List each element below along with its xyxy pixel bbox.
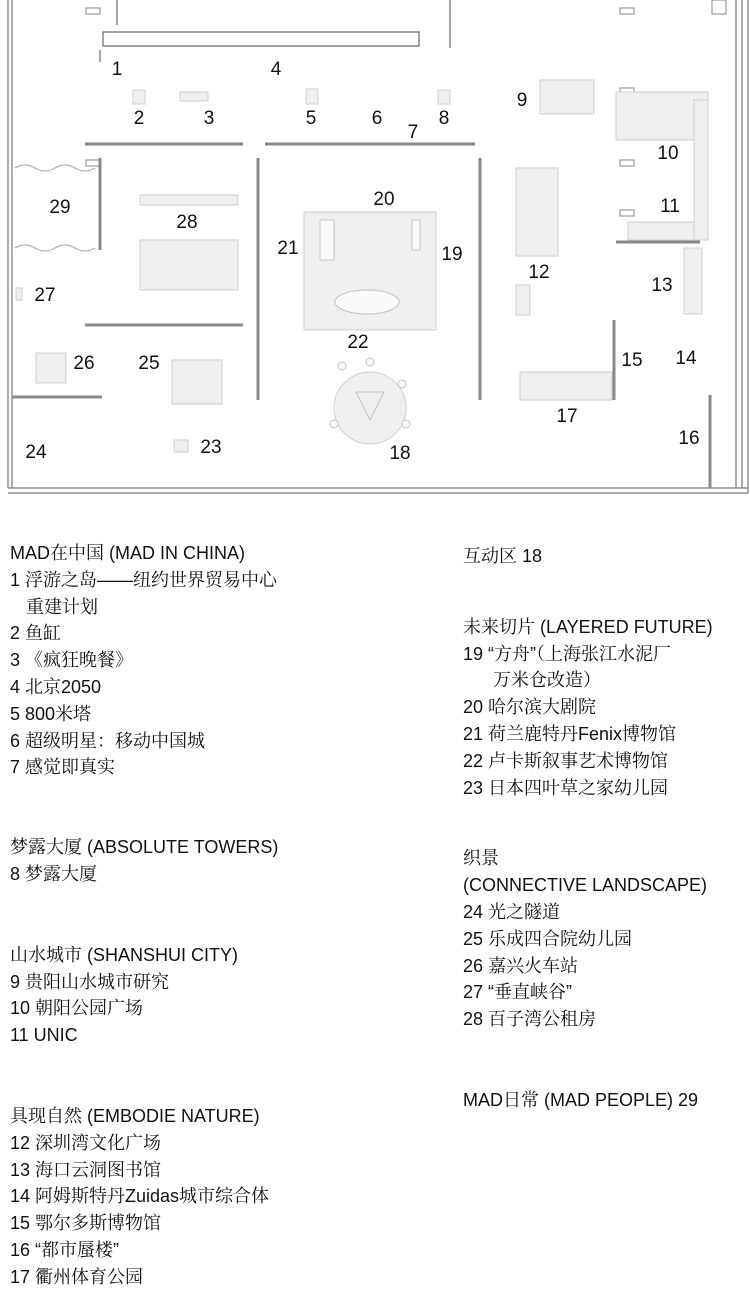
legend-item: 20 哈尔滨大剧院 bbox=[463, 697, 597, 718]
legend-item: 1 浮游之岛——纽约世界贸易中心 bbox=[10, 569, 278, 590]
plan-label-20: 20 bbox=[373, 189, 395, 210]
plan-label-28: 28 bbox=[176, 212, 198, 233]
plan-label-13: 13 bbox=[651, 275, 673, 296]
legend-item: 8 梦露大厦 bbox=[10, 863, 98, 884]
plan-label-29: 29 bbox=[49, 197, 71, 218]
legend-item: 4 北京2050 bbox=[10, 676, 102, 697]
legend-item: 12 深圳湾文化广场 bbox=[10, 1132, 162, 1153]
legend-group-layered-future bbox=[463, 614, 713, 802]
plan-label-12: 12 bbox=[528, 262, 550, 283]
plan-label-6: 6 bbox=[371, 108, 383, 129]
legend-item: 10 朝阳公园广场 bbox=[10, 998, 144, 1019]
plan-label-3: 3 bbox=[203, 108, 215, 129]
plan-label-19: 19 bbox=[441, 244, 463, 265]
legend-item: 9 贵阳山水城市研究 bbox=[10, 971, 170, 992]
plan-label-21: 21 bbox=[277, 238, 299, 259]
legend-group-title: 梦露大厦 (ABSOLUTE TOWERS) bbox=[10, 837, 279, 858]
legend-item: 21 荷兰鹿特丹Fenix博物馆 bbox=[463, 723, 677, 744]
legend-item: 15 鄂尔多斯博物馆 bbox=[10, 1213, 162, 1234]
legend-group-shanshui-city bbox=[10, 942, 278, 1049]
plan-label-4: 4 bbox=[270, 59, 282, 80]
plan-label-22: 22 bbox=[347, 332, 369, 353]
legend-item: 22 卢卡斯叙事艺术博物馆 bbox=[463, 750, 669, 771]
legend-item-continuation: 万米仓改造） bbox=[493, 670, 601, 691]
floor-plan bbox=[0, 0, 750, 500]
top-walls bbox=[100, 0, 450, 62]
legend-item: 17 衢州体育公园 bbox=[10, 1266, 144, 1287]
legend-item: 13 海口云洞图书馆 bbox=[10, 1159, 162, 1180]
legend-item: 24 光之隧道 bbox=[463, 901, 561, 922]
plan-label-7: 7 bbox=[407, 122, 419, 143]
legend-group-title: 未来切片 (LAYERED FUTURE) bbox=[463, 616, 713, 637]
plan-label-16: 16 bbox=[678, 428, 700, 449]
legend-group-connective-landscape bbox=[463, 845, 713, 1033]
plan-label-15: 15 bbox=[621, 350, 643, 371]
legend-item: 27 “垂直峡谷” bbox=[463, 982, 573, 1003]
legend-group-embodie-nature bbox=[10, 1103, 278, 1291]
legend-group-title: MAD日常 (MAD PEOPLE) 29 bbox=[463, 1089, 699, 1110]
legend-group-title: 山水城市 (SHANSHUI CITY) bbox=[10, 944, 239, 965]
legend-group-title: 具现自然 (EMBODIE NATURE) bbox=[10, 1105, 260, 1126]
plan-label-27: 27 bbox=[34, 285, 56, 306]
legend-group-interactive-zone bbox=[463, 543, 713, 570]
legend-item: 3 《疯狂晚餐》 bbox=[10, 650, 134, 671]
legend-item: 28 百子湾公租房 bbox=[463, 1009, 597, 1030]
legend-item: 7 感觉即真实 bbox=[10, 757, 116, 778]
plan-label-5: 5 bbox=[305, 108, 317, 129]
legend-group-subtitle: (CONNECTIVE LANDSCAPE) bbox=[463, 875, 708, 896]
legend-right-column bbox=[463, 543, 713, 1114]
legend-group-title: 互动区 18 bbox=[463, 546, 543, 566]
plan-label-24: 24 bbox=[25, 442, 47, 463]
plan-label-9: 9 bbox=[516, 90, 528, 111]
plan-label-23: 23 bbox=[200, 437, 222, 458]
legend-item: 2 鱼缸 bbox=[10, 623, 62, 644]
legend-item: 25 乐成四合院幼儿园 bbox=[463, 928, 633, 949]
legend-group-title: MAD在中国 (MAD IN CHINA) bbox=[10, 543, 245, 563]
exhibits bbox=[16, 80, 708, 452]
plan-label-14: 14 bbox=[675, 348, 697, 369]
legend-item: 26 嘉兴火车站 bbox=[463, 955, 579, 976]
legend-item: 5 800米塔 bbox=[10, 703, 92, 724]
plan-label-17: 17 bbox=[556, 406, 578, 427]
plan-label-11: 11 bbox=[660, 196, 680, 217]
legend-item-continuation: 重建计划 bbox=[26, 596, 98, 617]
legend-item: 6 超级明星：移动中国城 bbox=[10, 730, 206, 751]
legend-group-mad-people bbox=[463, 1087, 713, 1114]
plan-label-8: 8 bbox=[438, 108, 450, 129]
legend-group-absolute-towers bbox=[10, 834, 278, 888]
plan-label-1: 1 bbox=[111, 59, 123, 80]
plan-label-10: 10 bbox=[657, 143, 679, 164]
plan-label-26: 26 bbox=[73, 353, 95, 374]
legend-item: 23 日本四叶草之家幼儿园 bbox=[463, 777, 669, 798]
legend-item: 19 “方舟”（上海张江水泥厂 bbox=[463, 643, 672, 664]
legend-left-column bbox=[10, 540, 278, 1291]
plan-label-18: 18 bbox=[389, 443, 411, 464]
plan-label-25: 25 bbox=[138, 353, 160, 374]
legend-group-mad-in-china bbox=[10, 540, 278, 781]
legend-item: 16 “都市蜃楼” bbox=[10, 1239, 120, 1260]
legend-item: 14 阿姆斯特丹Zuidas城市综合体 bbox=[10, 1186, 270, 1207]
legend-item: 11 UNIC bbox=[10, 1025, 78, 1046]
plan-label-2: 2 bbox=[133, 108, 145, 129]
legend-group-title: 织景 bbox=[463, 848, 499, 869]
